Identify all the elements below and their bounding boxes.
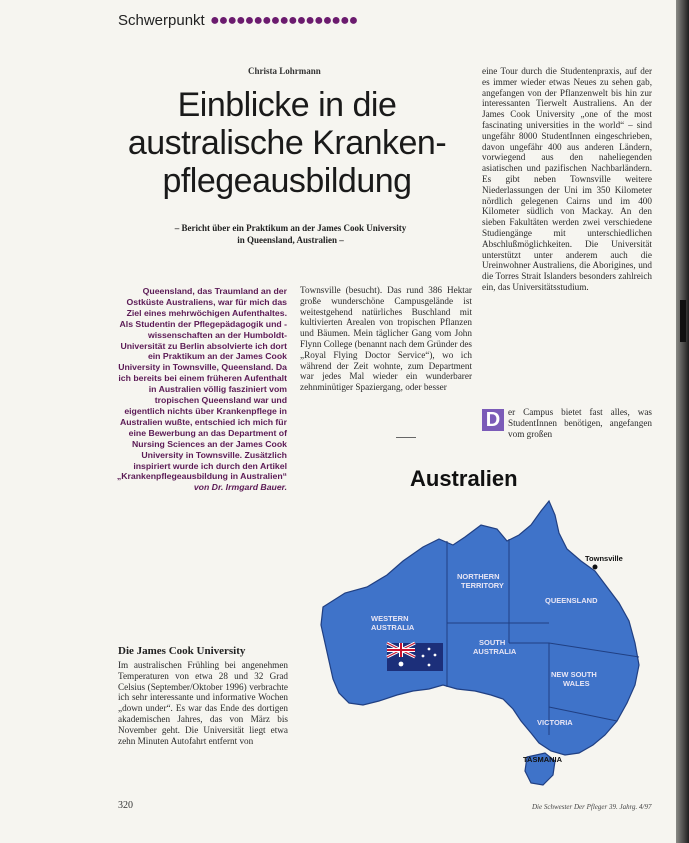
page-number: 320: [118, 800, 133, 811]
continued-text: er Campus bietet fast alles, was StudentInnen benötigen, angefangen vom großen: [508, 407, 652, 439]
label-nt-2: TERRITORY: [461, 581, 504, 590]
subtitle-line: in Queensland, Australien –: [237, 235, 344, 245]
label-wa-2: AUSTRALIA: [371, 623, 415, 632]
australia-mainland: [321, 501, 639, 755]
label-vic: VICTORIA: [537, 718, 573, 727]
section-label: Schwerpunkt: [118, 12, 205, 29]
intro-text: Queensland, das Traumland an der Ostküste Australiens, war für mich das Ziel eines mehrwöchigen Aufenthaltes. Als Studentin der Pflegepädagogik und -wissenschaften an der Humboldt-Universität zu Berlin absolvierte ich dort ein Praktikum an der James Cook University in Townsville, Queensland. Da ich bereits bei einem früheren Aufenthalt in Australien völlig fasziniert vom tropischen Queensland war und eigentlich nichts über Krankenpflege in Australien wußte, entschied ich mich für eine Bewerbung an das Department of Nursing Sciences an der James Cook University in Townsville. Zusätzlich inspiriert wurde ich durch den Artikel „Krankenpflegeausbildung in Australien“: [116, 286, 287, 482]
article-title: [112, 86, 462, 200]
gutter-mark: [680, 300, 686, 342]
title-line: Einblicke in die: [177, 86, 397, 124]
title-line: pflegeausbildung: [162, 162, 412, 200]
body-column-1: Im australischen Frühling bei angenehmen Temperaturen von etwa 28 und 32 Grad Celsius (September/Oktober 1996) verbrachte ich sehr interessante und informative Wochen „down under“. Es war das Ende des dortigen akademischen Jahres, das von März bis November geht. Die Universität liegt etwa zehn Minuten Autofahrt entfernt von: [118, 660, 288, 746]
divider-rule: [396, 437, 416, 438]
article-subtitle: [118, 222, 463, 246]
subtitle-line: – Bericht über ein Praktikum an der James Cook University: [174, 223, 407, 233]
decorative-dots: ●●●●●●●●●●●●●●●●●: [210, 12, 358, 29]
label-qld: QUEENSLAND: [545, 596, 598, 605]
body-column-3: eine Tour durch die Studentenpraxis, auf der es immer wieder etwas Neues zu sehen gab, angefangen von der Pflanzenwelt bis hin zur interessanten Tierwelt Australiens. An der James Cook University „one of the most fascinating universities in the world“ – sind ungefähr 8000 StudentInnen eingeschrieben, davon ungefähr 400 aus anderen Ländern, vorwiegend aus den naheliegenden asiatischen und pazifischen Nachbarländern. Es gibt neben Townsville weitere Niederlassungen der Uni im 350 Kilometer nördlich gelegenen Cairns und im 400 Kilometer südlich von Mackay. An den sieben Fakultäten werden zwei verschiedene Studiengänge mit unterschiedlichen Abschlußmöglichkeiten. Die Universität unterstützt unter anderem auch die Ureinwohner Australiens, die Aborigines, und die Torres Strait Islanders besonders zahlreich ein, das Universitätsstudium.: [482, 66, 652, 292]
intro-byline: von Dr. Irmgard Bauer.: [193, 482, 287, 493]
section-subhead: Die James Cook University: [118, 645, 246, 657]
title-line: australische Kranken-: [127, 124, 447, 162]
journal-footer: Die Schwester Der Pfleger 39. Jahrg. 4/97: [532, 803, 652, 811]
drop-cap: D: [482, 409, 504, 431]
australia-map: [305, 495, 645, 795]
body-column-3-continued: [482, 407, 652, 439]
label-nsw-1: NEW SOUTH: [551, 670, 597, 679]
article-author: Christa Lohrmann: [248, 66, 321, 76]
map-title: Australien: [410, 466, 518, 491]
label-sa-1: SOUTH: [479, 638, 506, 647]
label-sa-2: AUSTRALIA: [473, 647, 517, 656]
article-intro: [116, 286, 287, 493]
page-gutter: [676, 0, 689, 843]
label-nsw-2: WALES: [563, 679, 590, 688]
townsville-marker: [593, 565, 598, 570]
label-wa-1: WESTERN: [371, 614, 409, 623]
label-nt-1: NORTHERN: [457, 572, 500, 581]
australian-flag: [387, 643, 443, 671]
label-townsville: Townsville: [585, 554, 623, 563]
body-column-2: Townsville (besucht). Das rund 386 Hektar große wunderschöne Campusgelände ist weitestgehend natürliches Buschland mit kultivierten Arealen von tropischen Pflanzen und Bäumen. Mein täglicher Gang vom John Flynn College (benannt nach dem Gründer des „Royal Flying Doctor Service“), wo ich während der Zeit wohnte, zum Department war jedes Mal wieder ein wunderbarer zehnminütiger Spaziergang, oder besser: [300, 285, 472, 393]
label-tas: TASMANIA: [523, 755, 563, 764]
